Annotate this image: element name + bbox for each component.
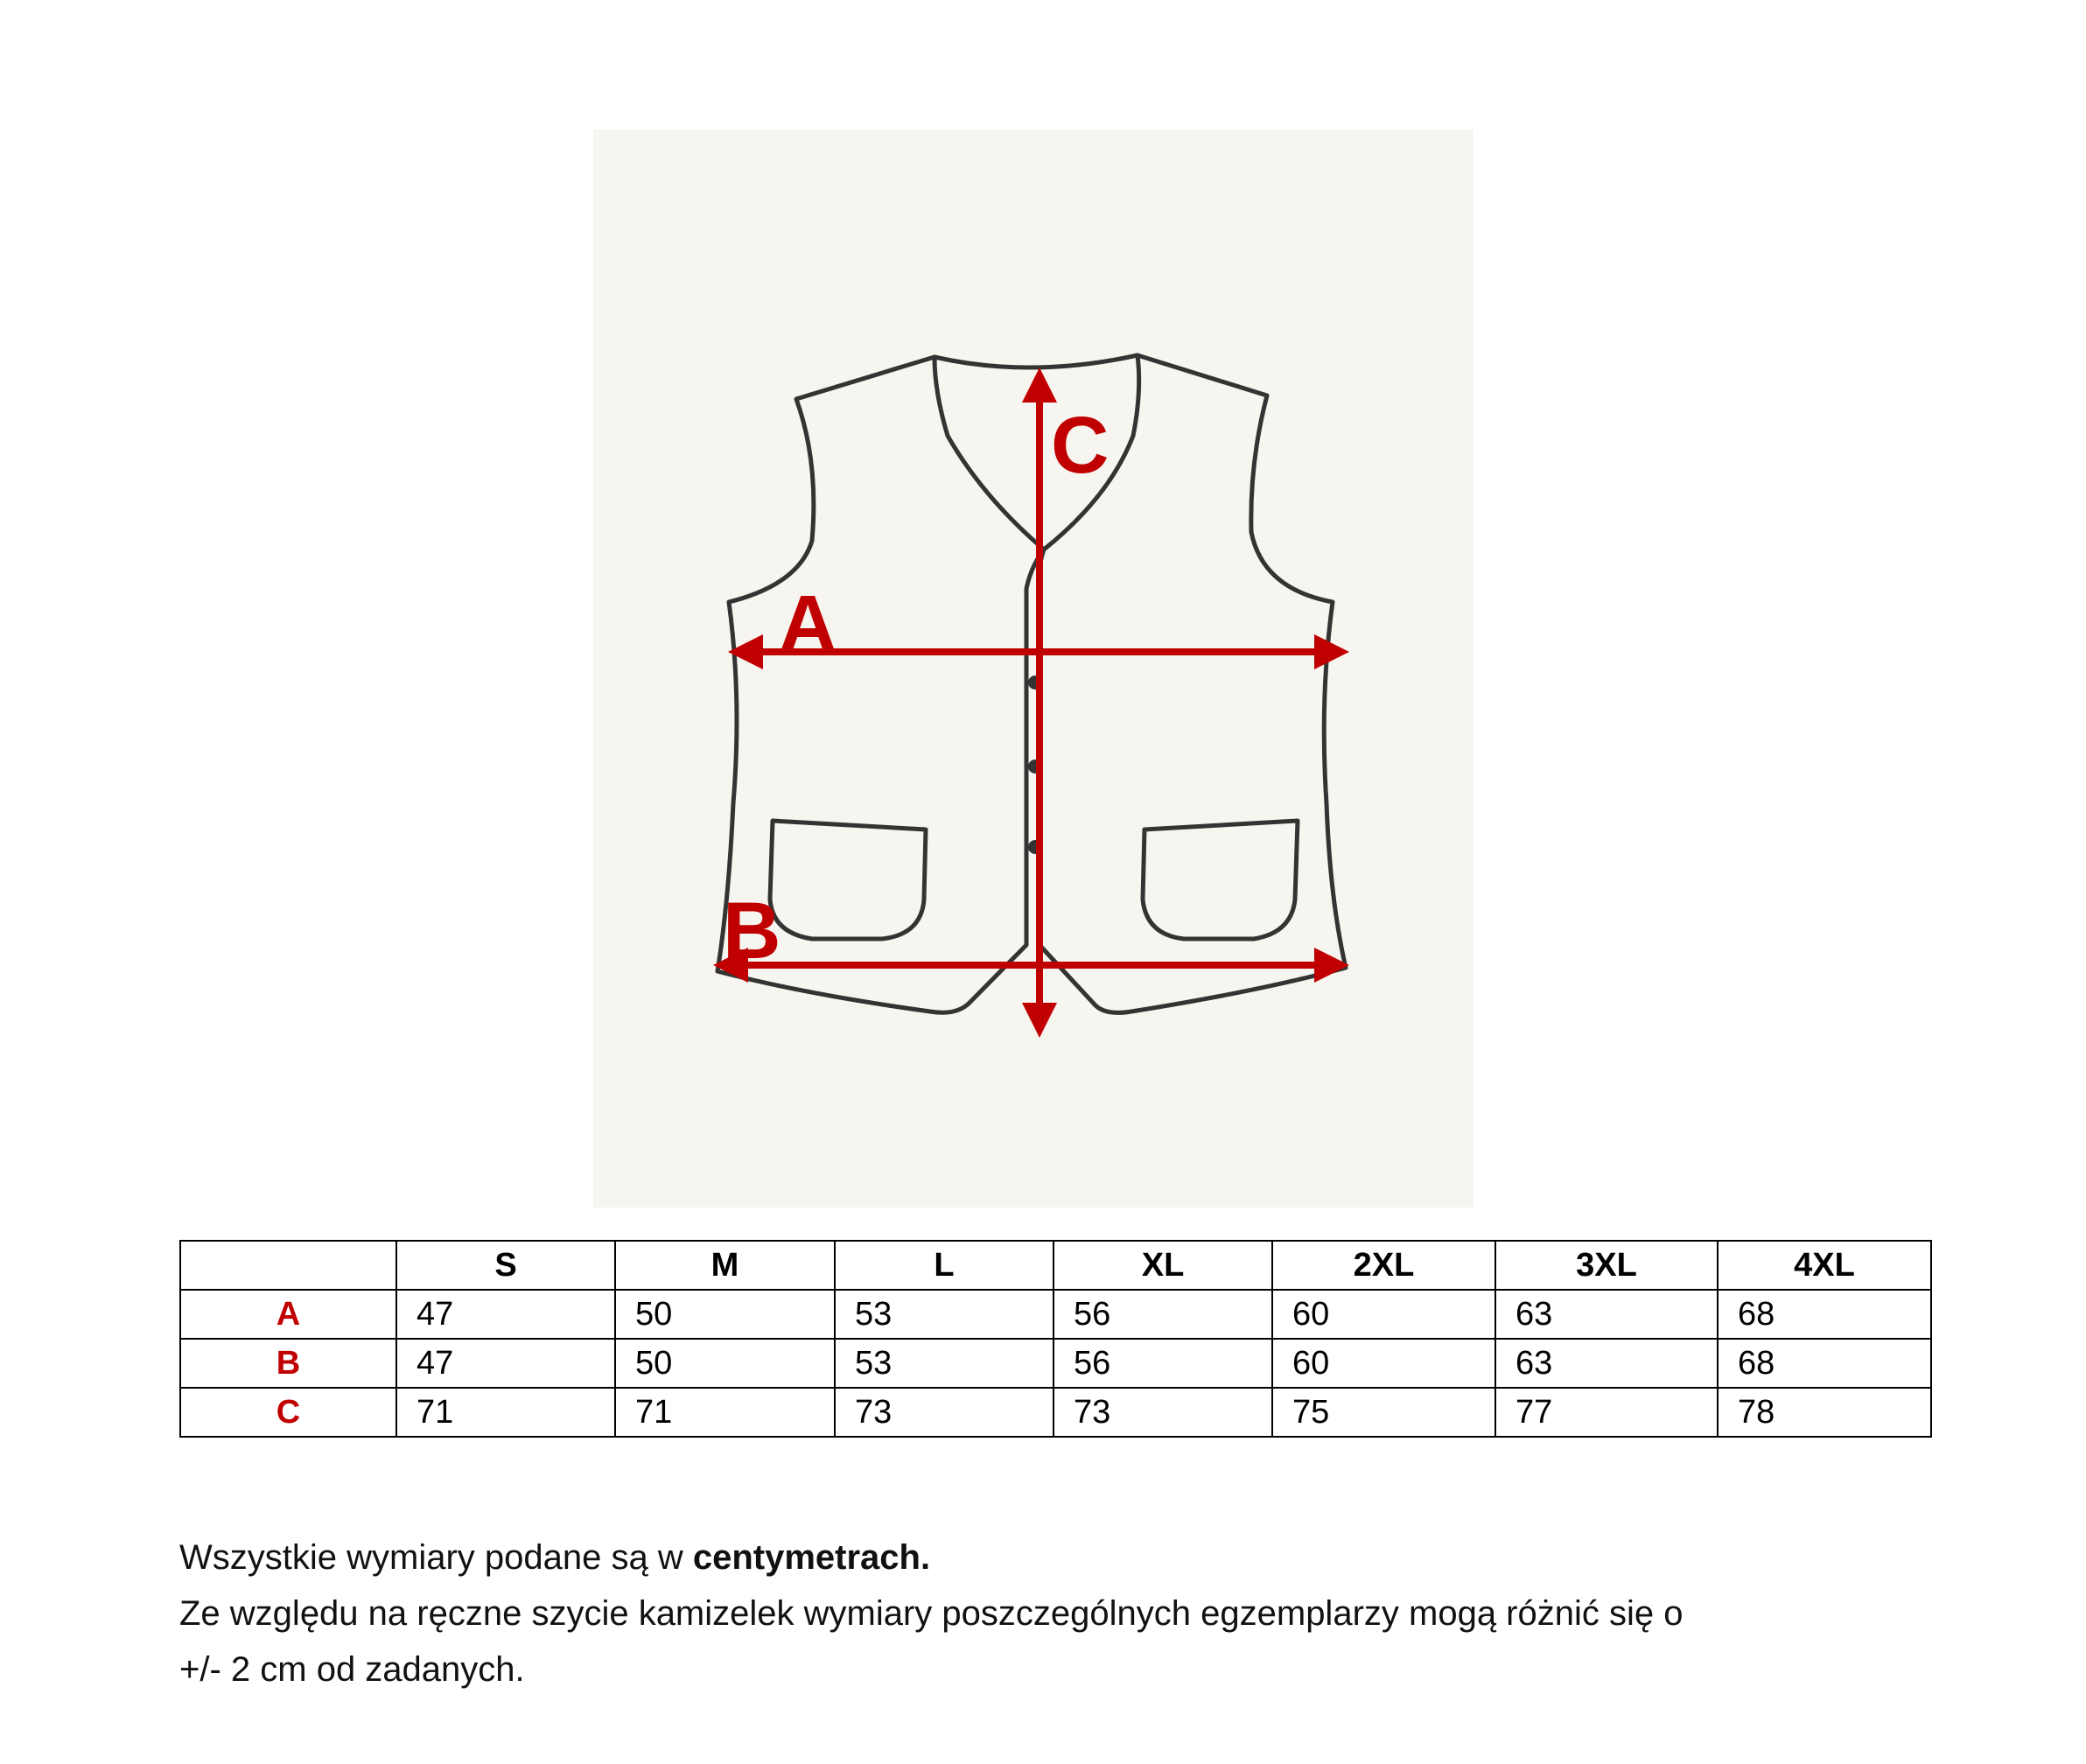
table-cell: 75 <box>1272 1388 1495 1437</box>
table-cell: 68 <box>1718 1290 1931 1339</box>
table-cell: 63 <box>1495 1339 1718 1388</box>
size-table <box>179 1240 1932 1438</box>
back-neckline <box>934 355 1138 368</box>
row-label: B <box>180 1339 396 1388</box>
table-cell: 56 <box>1054 1339 1272 1388</box>
row-label: C <box>180 1388 396 1437</box>
label-b: B <box>723 886 781 976</box>
vest-diagram <box>593 130 1474 1208</box>
vest-drawing <box>593 130 1474 1208</box>
header-cell: XL <box>1054 1241 1272 1290</box>
table-cell: 47 <box>396 1290 615 1339</box>
table-cell: 73 <box>835 1388 1054 1437</box>
header-cell: L <box>835 1241 1054 1290</box>
label-a: A <box>779 579 837 668</box>
note-line-1-text: Wszystkie wymiary podane są w <box>179 1538 693 1577</box>
right-pocket <box>1143 821 1298 939</box>
table-cell: 73 <box>1054 1388 1272 1437</box>
table-cell: 53 <box>835 1290 1054 1339</box>
table-header-row <box>180 1241 1931 1290</box>
header-cell: 3XL <box>1495 1241 1718 1290</box>
table-cell: 50 <box>615 1290 835 1339</box>
table-row <box>180 1339 1931 1388</box>
header-cell: S <box>396 1241 615 1290</box>
note-line-2: Ze względu na ręczne szycie kamizelek wymiary poszczególnych egzemplarzy mogą różnić się o <box>179 1594 1684 1633</box>
table-cell: 60 <box>1272 1339 1495 1388</box>
notes <box>179 1530 1929 1698</box>
table-cell: 53 <box>835 1339 1054 1388</box>
note-line-3: +/- 2 cm od zadanych. <box>179 1650 525 1689</box>
left-pocket <box>770 821 926 939</box>
table-cell: 77 <box>1495 1388 1718 1437</box>
table-cell: 50 <box>615 1339 835 1388</box>
table-cell: 71 <box>615 1388 835 1437</box>
header-cell: 4XL <box>1718 1241 1931 1290</box>
label-c: C <box>1051 401 1110 490</box>
note-line-1-bold: centymetrach. <box>692 1538 931 1577</box>
header-cell: 2XL <box>1272 1241 1495 1290</box>
note-line-1 <box>179 1530 1929 1586</box>
table-cell: 47 <box>396 1339 615 1388</box>
table-cell: 60 <box>1272 1290 1495 1339</box>
table-cell: 71 <box>396 1388 615 1437</box>
table-row <box>180 1290 1931 1339</box>
table-row <box>180 1388 1931 1437</box>
row-label: A <box>180 1290 396 1339</box>
table-cell: 68 <box>1718 1339 1931 1388</box>
header-cell <box>180 1241 396 1290</box>
table-cell: 56 <box>1054 1290 1272 1339</box>
header-cell: M <box>615 1241 835 1290</box>
table-cell: 78 <box>1718 1388 1931 1437</box>
table-cell: 63 <box>1495 1290 1718 1339</box>
